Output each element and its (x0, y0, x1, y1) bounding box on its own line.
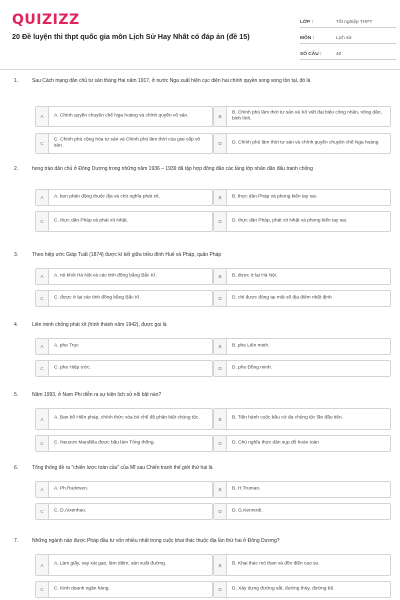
answer-option-b[interactable] (213, 268, 391, 285)
answer-option-a[interactable] (35, 481, 213, 498)
option-letter: A (36, 269, 49, 284)
option-letter: D (214, 291, 227, 306)
option-letter: A (36, 107, 49, 126)
option-text: D. Xây dựng đường sắt, đường thủy, đường bộ (232, 586, 334, 592)
meta-label: MÔN : (300, 35, 315, 41)
question-6 (0, 465, 400, 538)
answer-option-c[interactable] (35, 290, 213, 307)
answer-option-d[interactable] (213, 503, 391, 520)
meta-label: LỚP : (300, 19, 314, 25)
option-text: A. Chính quyền chuyên chế Nga hoàng và chính quyền vô sản. (54, 113, 189, 119)
option-letter: D (214, 134, 227, 153)
option-letter: B (214, 555, 227, 575)
question-text: Năm 1993, ở Nam Phi diễn ra sự kiện lịch sử nổi bật nào? (32, 392, 162, 398)
question-number: 1. (14, 78, 19, 84)
answer-option-b[interactable] (213, 106, 391, 127)
option-letter: C (36, 436, 49, 451)
question-text: Theo hiệp ước Giáp Tuất (1874) được kí kết giữa triều đình Huế và Pháp, quân Pháp (32, 252, 222, 258)
option-text: C. Chính phủ cộng hòa tư sản và Chính phủ lâm thời của giai cấp vô sản. (54, 136, 201, 149)
option-letter: D (214, 504, 227, 519)
option-text: B. Chính phủ lâm thời tư sản và Xô viết đại biểu công nhân, nông dân, binh lính. (232, 109, 382, 122)
question-7 (0, 538, 400, 600)
question-list (0, 78, 400, 600)
option-text: A. rút khỏi Hà Nội và các tỉnh đồng bằng Bắc Kì. (54, 273, 157, 279)
option-text: D. G.Kennơdi. (232, 508, 263, 514)
answer-option-c[interactable] (35, 133, 213, 154)
answer-option-d[interactable] (213, 133, 391, 154)
option-letter: D (214, 582, 227, 597)
answer-option-a[interactable] (35, 554, 213, 576)
option-text: D. phe Đồng minh. (232, 365, 272, 371)
option-text: C. phe Hiệp ước. (54, 365, 91, 371)
answer-option-b[interactable] (213, 554, 391, 576)
option-letter: B (214, 269, 227, 284)
option-letter: C (36, 134, 49, 153)
option-text: A. Làm giấy, xay xát gạo, làm diêm, sản xuất đường. (54, 561, 167, 567)
question-number: 3. (14, 252, 19, 258)
option-text: B. Tiến hành cuộc bầu cử đa chủng tộc lần đầu tiên. (232, 415, 343, 421)
quizizz-logo: QUIZIZZ (12, 12, 80, 28)
option-letter: A (36, 555, 49, 575)
answer-option-a[interactable] (35, 338, 213, 355)
option-letter: A (36, 339, 49, 354)
answer-option-b[interactable] (213, 338, 391, 355)
meta-info (300, 13, 396, 61)
meta-label: SỐ CÂU : (300, 51, 322, 57)
answer-option-c[interactable] (35, 211, 213, 232)
option-text: D. Chính phủ lâm thời tư sản và chính quyền chuyên chế Nga hoàng (232, 140, 379, 146)
answer-option-d[interactable] (213, 360, 391, 377)
option-letter: B (214, 482, 227, 497)
option-letter: B (214, 339, 227, 354)
header-divider (0, 69, 400, 70)
question-number: 7. (14, 538, 19, 544)
meta-row-count (300, 45, 396, 60)
answer-option-c[interactable] (35, 503, 213, 520)
option-text: C. thực dân Pháp và phát xít Nhật. (54, 218, 128, 224)
option-text: C. D.Aixenhao. (54, 508, 87, 514)
answer-option-b[interactable] (213, 481, 391, 498)
question-2 (0, 166, 400, 252)
answer-option-b[interactable] (213, 189, 391, 206)
meta-row-class (300, 13, 396, 28)
option-text: C. được ở lại các tỉnh đồng bằng Bắc Kì. (54, 295, 141, 301)
question-text: hong trào dân chủ ở Đông Dương trong những năm 1936 – 1939 đã tập hợp đông đảo các tầng lớp nhân dân đấu tranh chống (32, 166, 313, 172)
option-letter: A (36, 409, 49, 429)
question-number: 2. (14, 166, 19, 172)
question-3 (0, 252, 400, 322)
question-text: Những ngành nào được Pháp đầu tư vốn nhiều nhất trong cuộc khai thác thuộc địa lần thứ hai ở Đông Dương? (32, 538, 280, 544)
option-letter: A (36, 482, 49, 497)
meta-value: Lịch sử (336, 35, 352, 41)
option-text: D. thực dân Pháp, phát xít Nhật và phong kiến tay sai. (232, 218, 348, 224)
option-letter: C (36, 291, 49, 306)
option-text: B. H.Truman. (232, 486, 261, 492)
option-letter: B (214, 190, 227, 205)
answer-option-b[interactable] (213, 408, 391, 430)
option-letter: C (36, 361, 49, 376)
option-text: D. Chủ nghĩa thực dân sụp đổ hoàn toàn (232, 440, 319, 446)
question-1 (0, 78, 400, 166)
document-title: 20 Đề luyện thi thpt quốc gia môn Lịch Sử Hay Nhất có đáp án (đề 15) (12, 32, 250, 41)
option-text: C. Neuxơn Manđêla được bầu làm Tổng thống. (54, 440, 155, 446)
meta-row-subject (300, 29, 396, 44)
question-text: Tổng thống đề ra "chiến lược toàn cầu" của Mĩ sau Chiến tranh thế giới thứ hai là (32, 465, 213, 471)
answer-option-c[interactable] (35, 581, 213, 598)
option-letter: C (36, 582, 49, 597)
answer-option-d[interactable] (213, 290, 391, 307)
option-text: D. chỉ được đóng tại một số địa điểm nhất định (232, 295, 332, 301)
question-number: 4. (14, 322, 19, 328)
option-letter: C (36, 212, 49, 231)
option-text: B. thực dân Pháp và phong kiến tay sai. (232, 194, 318, 200)
option-text: A. Ph.Rudơven. (54, 486, 89, 492)
option-letter: B (214, 409, 227, 429)
answer-option-a[interactable] (35, 106, 213, 127)
option-text: C. Kinh doanh ngân hàng. (54, 586, 110, 592)
option-text: A. Ban bố Hiến pháp, chính thức xóa bỏ chế độ phân biệt chủng tộc. (54, 415, 200, 421)
answer-option-c[interactable] (35, 360, 213, 377)
answer-option-d[interactable] (213, 435, 391, 452)
question-5 (0, 392, 400, 465)
option-letter: C (36, 504, 49, 519)
question-4 (0, 322, 400, 392)
option-text: B. Khai thác mỏ than và đồn điền cao su. (232, 561, 320, 567)
option-text: B. được ở lại Hà Nội. (232, 273, 278, 279)
answer-option-a[interactable] (35, 268, 213, 285)
question-number: 6. (14, 465, 19, 471)
option-text: A. bọn phản động thuộc địa và chủ nghĩa phát xít. (54, 194, 160, 200)
answer-option-a[interactable] (35, 189, 213, 206)
option-text: B. phe Liên minh. (232, 343, 270, 349)
answer-option-d[interactable] (213, 211, 391, 232)
answer-option-c[interactable] (35, 435, 213, 452)
option-letter: D (214, 361, 227, 376)
meta-value: 40 (336, 51, 342, 57)
answer-option-d[interactable] (213, 581, 391, 598)
answer-option-a[interactable] (35, 408, 213, 430)
option-letter: D (214, 436, 227, 451)
option-letter: B (214, 107, 227, 126)
question-number: 5. (14, 392, 19, 398)
question-text: Liên minh chống phát xít (hình thành năm 1942), được gọi là (32, 322, 167, 328)
option-text: A. phe Trục (54, 343, 79, 349)
question-text: Sau Cách mạng dân chủ tư sản tháng Hai năm 1917, ở nước Nga xuất hiện cục diện hai chính quyền song song tồn tại, đó là (32, 78, 311, 84)
meta-value: Tốt nghiệp THPT (336, 19, 373, 25)
option-letter: A (36, 190, 49, 205)
page-header (0, 0, 400, 70)
option-letter: D (214, 212, 227, 231)
